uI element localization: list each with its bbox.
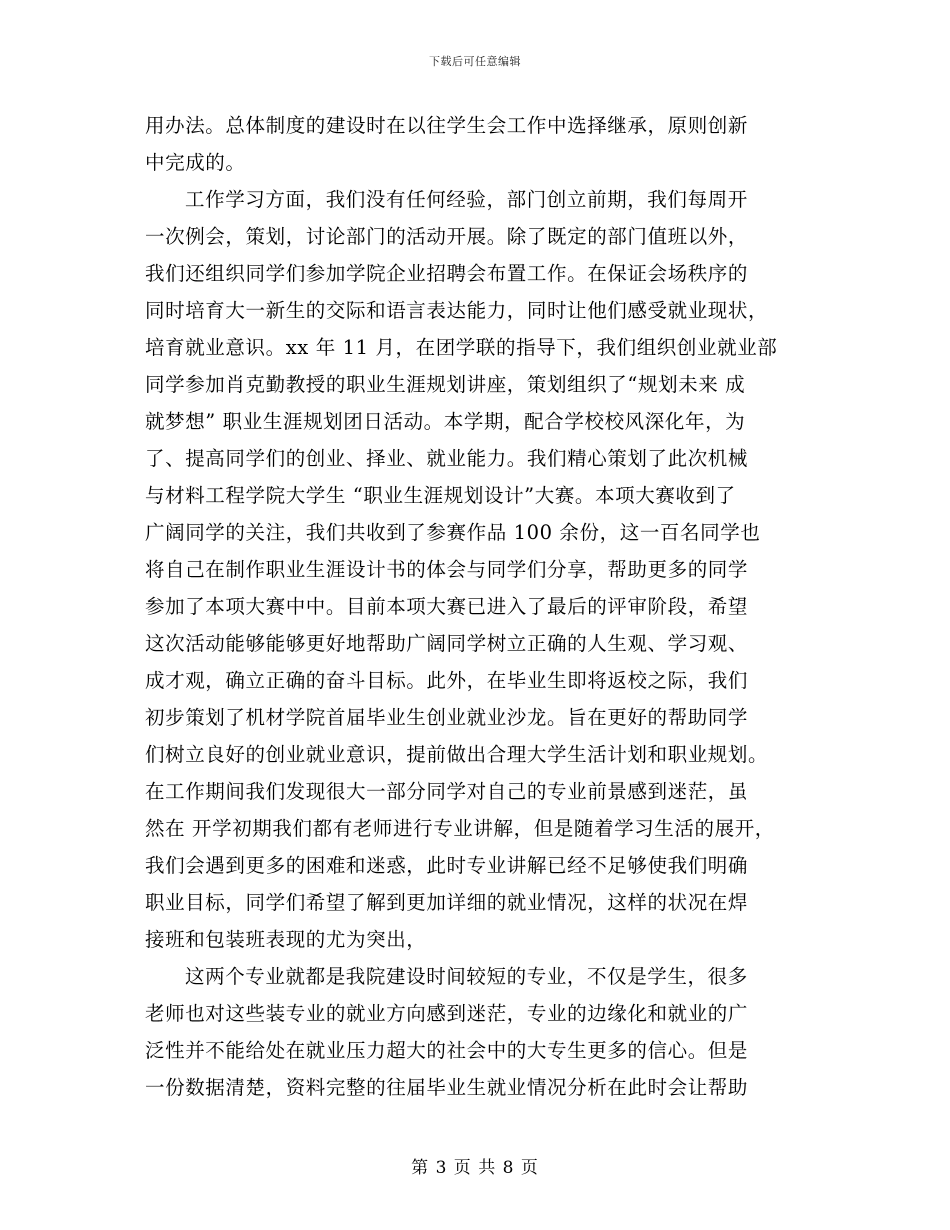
body-line: 初步策划了机材学院首届毕业生创业就业沙龙。旨在更好的帮助同学	[145, 706, 749, 729]
body-line: 中完成的。	[145, 151, 246, 174]
body-line: 用办法。总体制度的建设时在以往学生会工作中选择继承，原则创新	[145, 114, 749, 137]
document-body	[145, 107, 805, 1106]
body-line: 职业目标，同学们希望了解到更加详细的就业情况，这样的状况在焊	[145, 891, 749, 914]
body-line: 同时培育大一新生的交际和语言表达能力，同时让他们感受就业现状，	[145, 299, 769, 322]
body-line: 就梦想” 职业生涯规划团日活动。本学期，配合学校校风深化年，为	[145, 410, 746, 433]
body-line: 老师也对这些装专业的就业方向感到迷茫，专业的边缘化和就业的广	[145, 1002, 749, 1025]
body-line: 培育就业意识。xx 年 11 月，在团学联的指导下，我们组织创业就业部	[145, 336, 778, 359]
body-line: 一次例会，策划，讨论部门的活动开展。除了既定的部门值班以外，	[145, 225, 749, 248]
body-line: 这次活动能够能够更好地帮助广阔同学树立正确的人生观、学习观、	[145, 632, 749, 655]
body-line: 参加了本项大赛中中。目前本项大赛已进入了最后的评审阶段，希望	[145, 595, 749, 618]
body-line: 一份数据清楚，资料完整的往届毕业生就业情况分析在此时会让帮助	[145, 1076, 749, 1099]
body-line: 我们会遇到更多的困难和迷惑，此时专业讲解已经不足够使我们明确	[145, 854, 749, 877]
page-number-footer: 第 3 页 共 8 页	[411, 1158, 539, 1178]
body-line: 了、提高同学们的创业、择业、就业能力。我们精心策划了此次机械	[145, 447, 749, 470]
paragraph-first-line: 工作学习方面，我们没有任何经验，部门创立前期，我们每周开	[185, 188, 748, 211]
body-line: 成才观，确立正确的奋斗目标。此外，在毕业生即将返校之际，我们	[145, 669, 749, 692]
body-line: 然在 开学初期我们都有老师进行专业讲解，但是随着学习生活的展开，	[145, 817, 775, 840]
paragraph-first-line: 这两个专业就都是我院建设时间较短的专业，不仅是学生，很多	[185, 965, 748, 988]
page-header: 下载后可任意编辑	[429, 55, 521, 68]
body-line: 广阔同学的关注，我们共收到了参赛作品 100 余份，这一百名同学也	[145, 521, 761, 544]
body-line: 们树立良好的创业就业意识，提前做出合理大学生活计划和职业规划。	[145, 743, 769, 766]
body-line: 泛性并不能给处在就业压力超大的社会中的大专生更多的信心。但是	[145, 1039, 749, 1062]
body-line: 同学参加肖克勤教授的职业生涯规划讲座，策划组织了“规划未来 成	[145, 373, 746, 396]
body-line: 在工作期间我们发现很大一部分同学对自己的专业前景感到迷茫，虽	[145, 780, 749, 803]
body-line: 与材料工程学院大学生 “职业生涯规划设计”大赛。本项大赛收到了	[145, 484, 736, 507]
body-line: 将自己在制作职业生涯设计书的体会与同学们分享，帮助更多的同学	[145, 558, 749, 581]
body-line: 接班和包装班表现的尤为突出，	[145, 928, 427, 951]
body-line: 我们还组织同学们参加学院企业招聘会布置工作。在保证会场秩序的	[145, 262, 749, 285]
